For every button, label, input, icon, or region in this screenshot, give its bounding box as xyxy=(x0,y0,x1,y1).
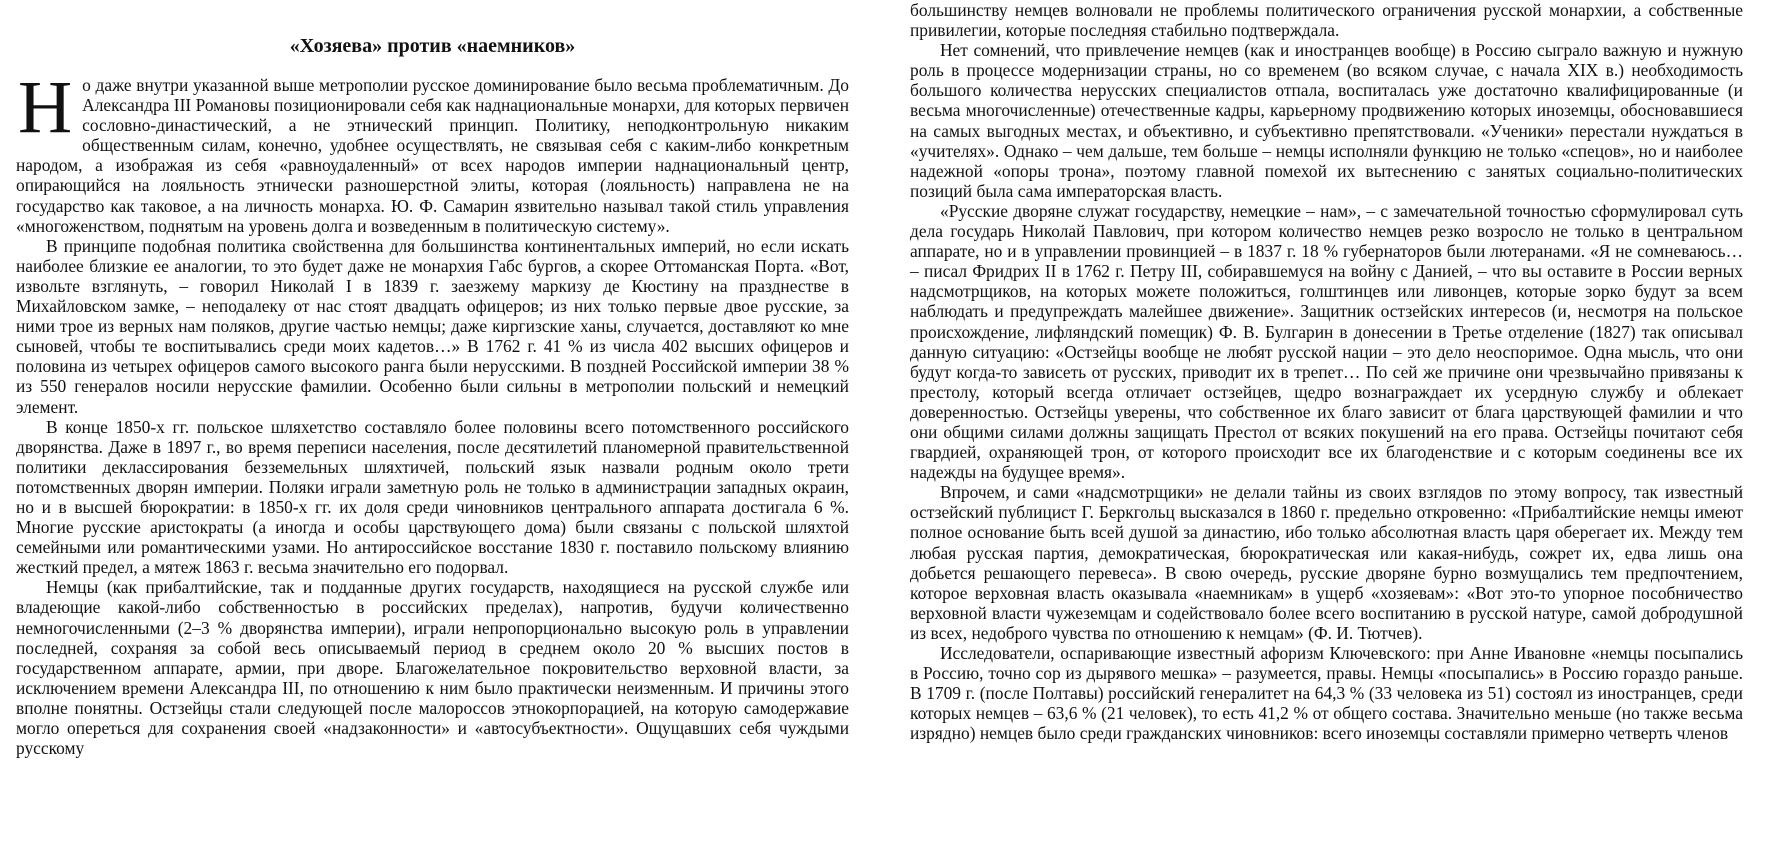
left-column xyxy=(16,0,849,758)
paragraph-2: В принципе подобная политика свойственна для большинства континентальных империй, но если искать наиболее близкие ее аналогии, то это будет даже не монархия Габс бургов, а скорее Оттоманская Порта. «Вот, извольте взглянуть, – говорил Николай I в 1839 г. заезжему маркизу де Кюстину на празднестве в Михайловском замке, – неподалеку от нас стоят двадцать офицеров; из них только первые двое русские, за ними трое из верных нам поляков, другие частью немцы; даже киргизские ханы, случается, доставляют ко мне сыновей, чтобы те воспитывались среди моих кадетов…» В 1762 г. 41 % из числа 402 высших офицеров и половина из четырех офицеров самого высокого ранга были нерусскими. В поздней Российской империи 38 % из 550 генералов носили нерусские фамилии. Особенно были сильны в метрополии польский и немецкий элемент. xyxy=(16,235,849,417)
right-column xyxy=(910,0,1743,743)
paragraph-4: Немцы (как прибалтийские, так и подданные других государств, находящиеся на русской службе или владеющие какой-либо собственностью в российских пределах), напротив, будучи количественно немногочисленными (2–3 % дворянства империи), играли непропорционально высокую роль в управлении последней, сохраняя за собой весь описываемый период в среднем около 20 % высших постов в государственном аппарате, армии, при дворе. Благожелательное покровительство верховной власти, за исключением времени Александра III, по отношению к ним было практически неизменным. И причины этого вполне понятны. Остзейцы стали следующей после малороссов этнокорпорацией, на которую самодержавие могло опереться для сохранения своей «надзаконности» и «автосубъектности». Ощущавших себя чуждыми русскому xyxy=(16,577,849,759)
paragraph-7: Впрочем, и сами «надсмотрщики» не делали тайны из своих взглядов по этому вопросу, так известный остзейский публицист Г. Беркгольц высказался в 1860 г. предельно откровенно: «Прибалтийские немцы имеют полное основание быть всей душой за династию, ибо только абсолютная власть царя оберегает их. Между тем любая русская партия, демократическая, бюрократическая или какая-нибудь, сожрет их, едва лишь она добьется решающего перевеса». В свою очередь, русские дворяне бурно возмущались тем предпочтением, которое верховная власть оказывала «наемникам» в ущерб «хозяевам»: «Вот это-то упорное пособничество верховной власти чужеземцам и содействовало более всего воспитанию в русской натуре, самой добродушной из всех, недоброго чувства по отношению к немцам» (Ф. И. Тютчев). xyxy=(910,482,1743,643)
chapter-title: «Хозяева» против «наемников» xyxy=(289,35,576,57)
paragraph-5: Нет сомнений, что привлечение немцев (как и иностранцев вообще) в Россию сыграло важную и нужную роль в процессе модернизации страны, но со временем (во всяком случае, с начала XIX в.) необходимость большого количества нерусских специалистов отпала, воспиталась уже достаточно квалифицированные (и весьма многочисленные) отечественные кадры, карьерному продвижению которых иноземцы, обосновавшиеся на самых выгодных местах, и объективно, и субъективно препятствовали. «Ученики» перестали нуждаться в «учителях». Однако – чем дальше, тем больше – немцы исполняли функцию не только «спецов», но и наиболее надежной «опоры трона», поэтому главной помехой их вытеснению с занятых социально-политических позиций была сама императорская власть. xyxy=(910,40,1743,201)
paragraph-1-text: о даже внутри указанной выше метрополии русское доминирование было весьма проблематичным. До Александра III Романовы позиционировали себя как наднациональные монархи, для которых первичен сословно-династический, а не этнический принцип. Политику, неподконтрольную никаким общественным силам, конечно, удобнее осуществлять, не связывая себя с каким-либо конкретным народом, а изображая из себя «равноудаленный» от всех народов империи наднациональный центр, опирающийся на лояльность этнически разношерстной элиты, которая (лояльность) направлена не на государство как таковое, а на личность монарха. Ю. Ф. Самарин язвительно называл такой стиль управления «многоженством, поднятым на уровень долга и возведенным в политическую систему». xyxy=(16,75,849,236)
paragraph-4-continued: большинству немцев волновали не проблемы политического ограничения русской монархии, а собственные привилегии, которые последняя стабильно подтверждала. xyxy=(910,0,1743,41)
paragraph-1 xyxy=(16,66,849,236)
paragraph-8: Исследователи, оспаривающие известный афоризм Ключевского: при Анне Ивановне «немцы посыпались в Россию, точно сор из дырявого мешка» – разумеется, правы. Немцы «посыпались» в Россию гораздо раньше. В 1709 г. (после Полтавы) российский генералитет на 64,3 % (33 человека из 51) состоял из иностранцев, среди которых немцев – 63,6 % (21 человек), то есть 41,2 % от общего состава. Значительно меньше (но также весьма изрядно) немцев было среди гражданских чиновников: всего иноземцы составляли примерно четверть членов xyxy=(910,643,1743,744)
paragraph-6: «Русские дворяне служат государству, немецкие – нам», – с замечательной точностью сформулировал суть дела государь Николай Павлович, при котором количество немцев резко возросло не только в центральном аппарате, но и в управлении провинцией – в 1837 г. 18 % губернаторов были лютеранами. «Я не сомневаюсь… – писал Фридрих II в 1762 г. Петру III, собиравшемуся на войну с Данией, – что вы оставите в России верных надсмотрщиков, на которых можете положиться, голштинцев или ливонцев, которые зорко будут за всем наблюдать и предупреждать малейшее движение». Защитник остзейских интересов (и, несмотря на польское происхождение, лифляндский помещик) Ф. В. Булгарин в донесении в Третье отделение (1827) так описывал данную ситуацию: «Остзейцы вообще не любят русской нации – это дело неоспоримое. Одна мысль, что они будут когда-то зависеть от русских, приводит их в трепет… По сей же причине они чрезвычайно привязаны к престолу, который всегда отличает остзейцев, щедро вознаграждает их усердную службу и облекает доверенностью. Остзейцы уверены, что собственное их благо зависит от блага царствующей фамилии и что они общими силами должны защищать Престол от всяких покушений на его права. Остзейцы почитают себя гвардией, охраняющей трон, от которого происходит все их благоденствие и с которым соединены все их надежды на будущее время». xyxy=(910,200,1743,483)
drop-cap: Н xyxy=(18,66,73,149)
paragraph-3: В конце 1850-х гг. польское шляхетство составляло более половины всего потомственного российского дворянства. Даже в 1897 г., во время переписи населения, после десятилетий планомерной правительственной политики деклассирования безземельных шляхтичей, польский язык назвали родным около трети потомственных дворян империи. Поляки играли заметную роль не только в администрации западных окраин, но и в высшей бюрократии: в 1850-х гг. их доля среди чиновников центрального аппарата достигала 6 %. Многие русские аристократы (а иногда и особы царствующего дома) были связаны с польской шляхтой семейными или романтическими узами. Но антироссийское восстание 1830 г. поставило польскому влиянию жесткий предел, а мятеж 1863 г. весьма значительно его подорвал. xyxy=(16,416,849,578)
